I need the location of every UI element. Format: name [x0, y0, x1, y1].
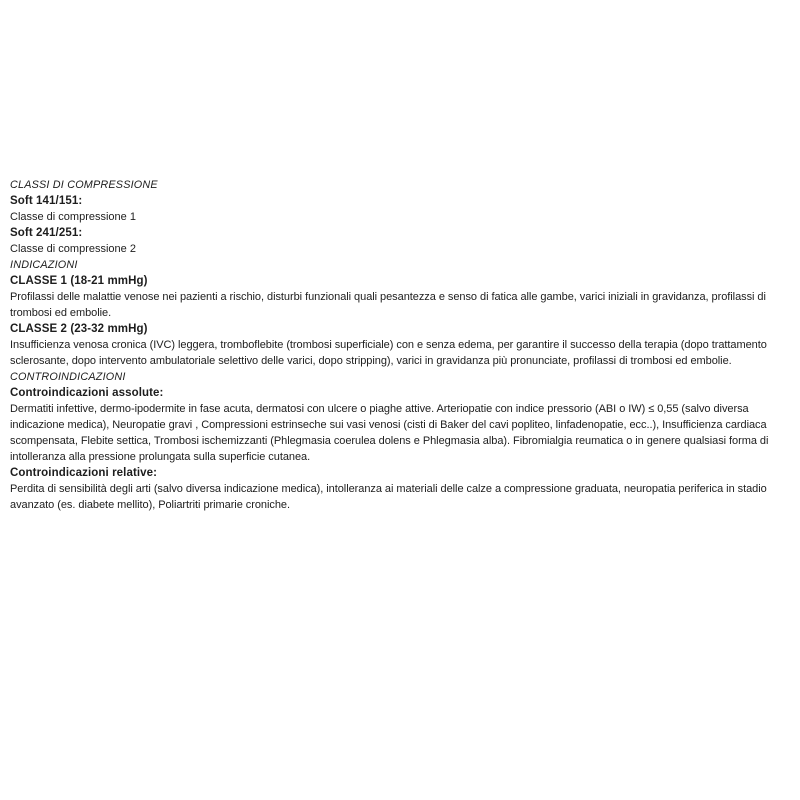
- class-1-title: CLASSE 1 (18-21 mmHg): [10, 275, 148, 287]
- soft-141-151-class-value: Classe di compressione 1: [10, 211, 136, 223]
- class-1-description: Profilassi delle malattie venose nei pazienti a rischio, disturbi funzionali quali pesantezza e senso di fatica alle gambe, varici iniziali in gravidanza, profilassi di trombosi ed embolie.: [10, 291, 766, 319]
- section-indications: [10, 257, 790, 369]
- section-contraindications: [10, 369, 790, 513]
- section-compression-classes: [10, 177, 790, 257]
- absolute-contraindications-title: Controindicazioni assolute:: [10, 387, 164, 399]
- soft-241-251-class-value: Classe di compressione 2: [10, 243, 136, 255]
- class-2-description: Insufficienza venosa cronica (IVC) leggera, tromboflebite (trombosi superficiale) con e senza edema, per garantire il successo della terapia (dopo trattamento sclerosante, dopo intervento ambulatoriale selettivo delle varici, dopo stripping), varici in gravidanza più pronunciate, profilassi di trombosi ed embolie.: [10, 339, 767, 367]
- absolute-contraindications-description: Dermatiti infettive, dermo-ipodermite in fase acuta, dermatosi con ulcere o piaghe attive. Arteriopatie con indice pressorio (ABI o IW) ≤ 0,55 (salvo diversa indicazione medica), Neuropatie gravi , Compressioni estrinseche sui vasi venosi (cisti di Baker del cavi popliteo, linfadenopatie, ecc..), Insufficienza cardiaca scompensata, Flebite settica, Trombosi ischemizzanti (Phlegmasia coerulea dolens e Phlegmasia alba). Fibromialgia reumatica o in genere qualsiasi forma di intolleranza alla pressione prolungata sulla superficie cutanea.: [10, 403, 769, 463]
- contraindications-heading: CONTROINDICAZIONI: [10, 371, 126, 383]
- class-2-title: CLASSE 2 (23-32 mmHg): [10, 323, 148, 335]
- compression-classes-heading: CLASSI DI COMPRESSIONE: [10, 179, 158, 191]
- soft-241-251-label: Soft 241/251:: [10, 227, 83, 239]
- indications-heading: INDICAZIONI: [10, 259, 78, 271]
- relative-contraindications-description: Perdita di sensibilità degli arti (salvo diversa indicazione medica), intolleranza ai materiali delle calze a compressione graduata, neuropatia periferica in stadio avanzato (es. diabete mellito), Poliartriti primarie croniche.: [10, 483, 767, 511]
- relative-contraindications-title: Controindicazioni relative:: [10, 467, 158, 479]
- soft-141-151-label: Soft 141/151:: [10, 195, 83, 207]
